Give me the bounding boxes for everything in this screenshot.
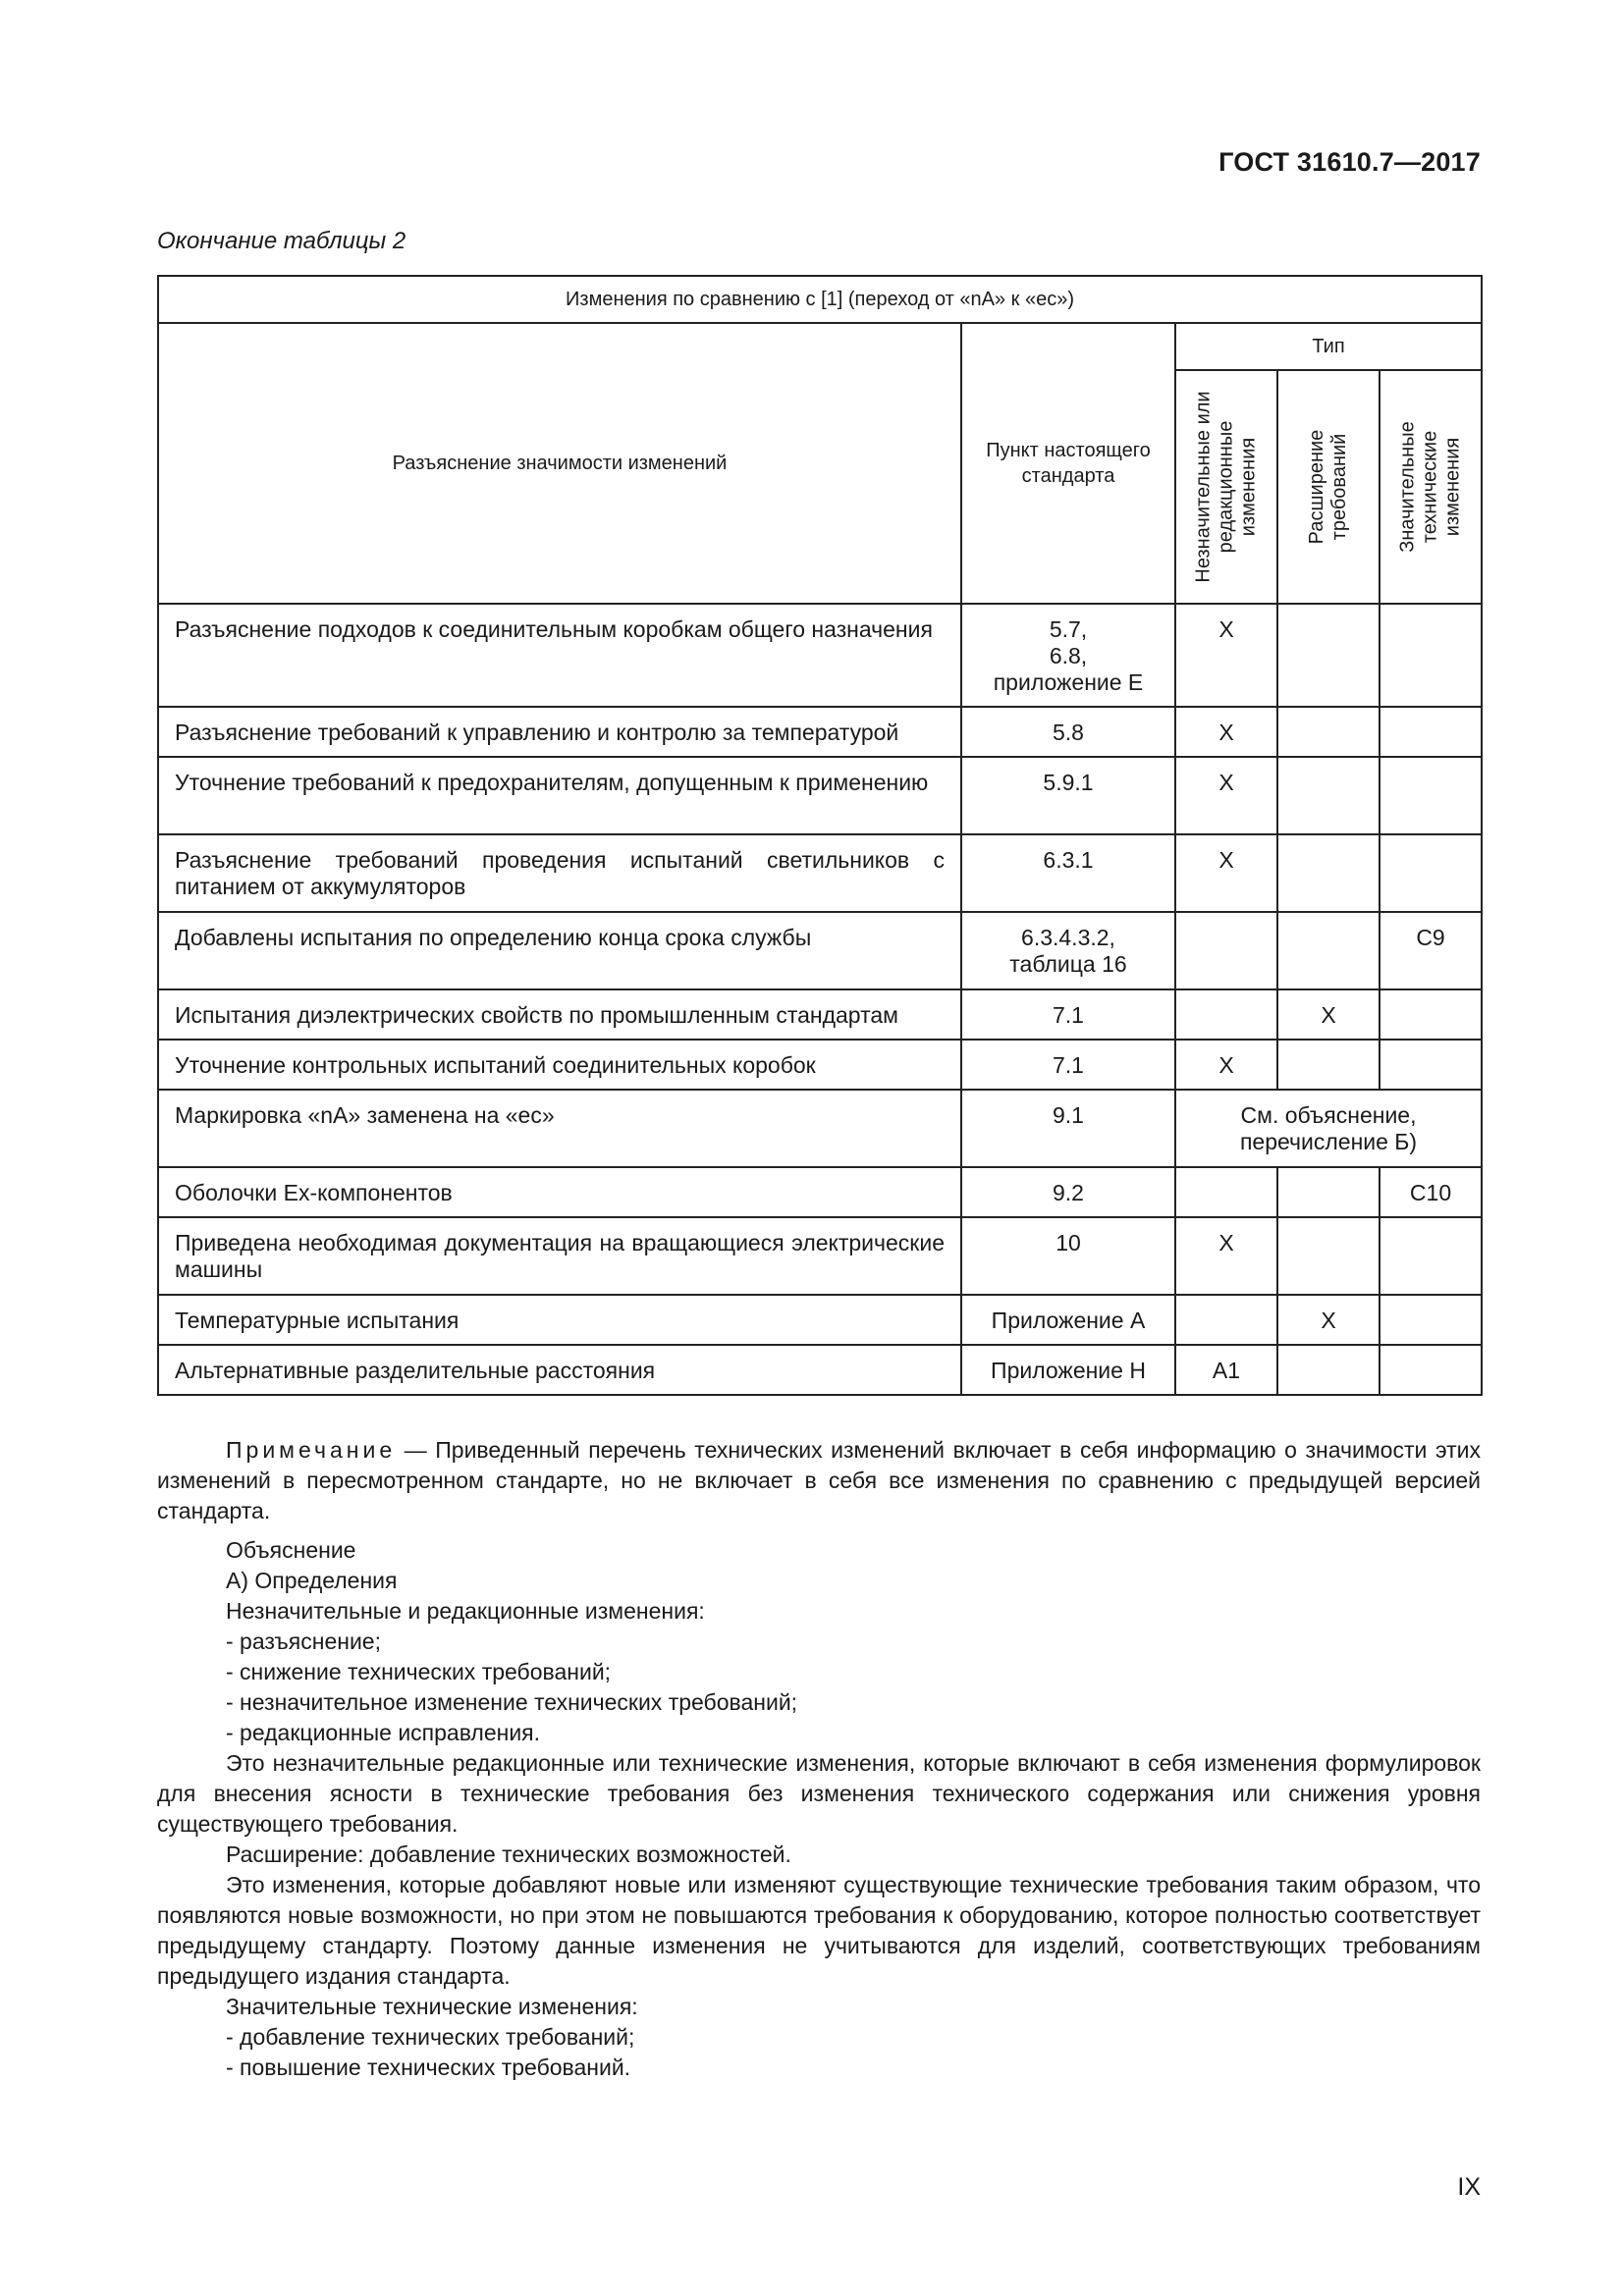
table-row (158, 1295, 1482, 1345)
explanation-line: Расширение: добавление технических возможностей. (226, 1842, 791, 1867)
minor-changes-header: Незначительные или редакционные изменения (1175, 370, 1277, 604)
table-header-row (158, 276, 1482, 323)
explanation-line: - незначительное изменение технических требований; (226, 1689, 798, 1715)
clause-cell: 5.8 (961, 707, 1175, 757)
minor-change-cell (1175, 1167, 1277, 1217)
explanation-block (157, 1535, 1481, 2083)
minor-change-cell (1175, 989, 1277, 1040)
major-change-cell (1380, 834, 1482, 912)
clause-column-header: Пункт настоящего стандарта (961, 323, 1175, 604)
extension-cell: X (1277, 1295, 1380, 1345)
explanation-line: - снижение технических требований; (226, 1659, 612, 1684)
explanation-line: Значительные технические изменения: (226, 1994, 638, 2019)
note-text: — Приведенный перечень технических изменений включает в себя информацию о значимости этих изменений в пересмотренном стандарте, но не включает в себя все изменения по сравнению с предыдущей версией стандарта. (157, 1437, 1481, 1523)
table-row (158, 707, 1482, 757)
major-change-cell (1380, 1040, 1482, 1090)
explanation-column-header: Разъяснение значимости изменений (158, 323, 961, 604)
major-change-cell: C9 (1380, 912, 1482, 989)
table-main-header: Изменения по сравнению с [1] (переход от «nA» к «ес») (158, 276, 1482, 323)
minor-change-cell: X (1175, 604, 1277, 707)
explanation-line: - разъяснение; (226, 1629, 381, 1654)
explanation-line: - добавление технических требований; (226, 2024, 635, 2050)
table-row (158, 834, 1482, 912)
clause-cell: 5.7, 6.8, приложение Е (961, 604, 1175, 707)
table-header-row (158, 323, 1482, 370)
extension-cell (1277, 1167, 1380, 1217)
table-row (158, 989, 1482, 1040)
major-change-cell (1380, 989, 1482, 1040)
major-change-cell: C10 (1380, 1167, 1482, 1217)
table-row (158, 1090, 1482, 1167)
extension-cell (1277, 707, 1380, 757)
explanation-line: Объяснение (226, 1537, 356, 1563)
extension-cell (1277, 1217, 1380, 1295)
note (157, 1435, 1481, 1526)
clause-cell: 7.1 (961, 989, 1175, 1040)
table-row (158, 1167, 1482, 1217)
extension-cell (1277, 604, 1380, 707)
table-row (158, 1217, 1482, 1295)
minor-change-cell (1175, 912, 1277, 989)
explanation-line: Незначительные и редакционные изменения: (226, 1598, 705, 1624)
document-code: ГОСТ 31610.7—2017 (1218, 147, 1481, 177)
minor-change-cell: X (1175, 1217, 1277, 1295)
minor-change-cell (1175, 1295, 1277, 1345)
clause-cell: 6.3.4.3.2, таблица 16 (961, 912, 1175, 989)
table-row (158, 757, 1482, 834)
extension-cell (1277, 912, 1380, 989)
minor-change-cell: X (1175, 757, 1277, 834)
explanation-cell: Приведена необходимая документация на вращающиеся электрические машины (158, 1217, 961, 1295)
changes-table (157, 275, 1483, 1396)
explanation-cell: Испытания диэлектрических свойств по промышленным стандартам (158, 989, 961, 1040)
explanation-line: Это незначительные редакционные или технические изменения, которые включают в себя изменения формулировок для внесения ясности в технические требования без изменения технического содержания или снижения уровня существующего требования. (157, 1750, 1481, 1837)
explanation-cell: Добавлены испытания по определению конца срока службы (158, 912, 961, 989)
extension-cell (1277, 1040, 1380, 1090)
table-continuation-caption: Окончание таблицы 2 (157, 228, 406, 254)
major-change-cell (1380, 707, 1482, 757)
table-row (158, 1040, 1482, 1090)
clause-cell: 9.1 (961, 1090, 1175, 1167)
explanation-cell: Уточнение контрольных испытаний соединительных коробок (158, 1040, 961, 1090)
explanation-cell: Альтернативные разделительные расстояния (158, 1345, 961, 1395)
extension-cell (1277, 757, 1380, 834)
clause-cell: 7.1 (961, 1040, 1175, 1090)
explanation-cell: Маркировка «nA» заменена на «ес» (158, 1090, 961, 1167)
note-label: Примечание (226, 1437, 397, 1463)
explanation-cell: Уточнение требований к предохранителям, допущенным к применению (158, 757, 961, 834)
clause-cell: Приложение А (961, 1295, 1175, 1345)
type-merged-cell: См. объяснение, перечисление Б) (1175, 1090, 1482, 1167)
extension-cell: X (1277, 989, 1380, 1040)
major-change-cell (1380, 1345, 1482, 1395)
clause-cell: 5.9.1 (961, 757, 1175, 834)
table-row (158, 1345, 1482, 1395)
extension-cell (1277, 834, 1380, 912)
explanation-cell: Разъяснение подходов к соединительным коробкам общего назначения (158, 604, 961, 707)
minor-change-cell: X (1175, 834, 1277, 912)
explanation-cell: Температурные испытания (158, 1295, 961, 1345)
explanation-line: А) Определения (226, 1568, 398, 1593)
explanation-line: Это изменения, которые добавляют новые или изменяют существующие технические требования таким образом, что появляются новые возможности, но при этом не повышаются требования к оборудованию, которое полностью соответствует предыдущему стандарту. Поэтому данные изменения не учитываются для изделий, соответствующих требованиям предыдущего издания стандарта. (157, 1872, 1481, 1989)
table-body (158, 604, 1482, 1395)
extension-cell (1277, 1345, 1380, 1395)
minor-change-cell: А1 (1175, 1345, 1277, 1395)
extension-header: Расширение требований (1277, 370, 1380, 604)
clause-cell: 6.3.1 (961, 834, 1175, 912)
major-change-cell (1380, 1295, 1482, 1345)
table-row (158, 912, 1482, 989)
type-column-header: Тип (1175, 323, 1482, 370)
major-change-cell (1380, 757, 1482, 834)
minor-change-cell: X (1175, 707, 1277, 757)
clause-cell: 10 (961, 1217, 1175, 1295)
major-change-cell (1380, 604, 1482, 707)
explanation-cell: Оболочки Ех-компонентов (158, 1167, 961, 1217)
table-row (158, 604, 1482, 707)
minor-change-cell: X (1175, 1040, 1277, 1090)
clause-cell: 9.2 (961, 1167, 1175, 1217)
explanation-line: - редакционные исправления. (226, 1720, 541, 1745)
explanation-cell: Разъяснение требований к управлению и контролю за температурой (158, 707, 961, 757)
explanation-cell: Разъяснение требований проведения испытаний светильников с питанием от аккумуляторов (158, 834, 961, 912)
explanation-line: - повышение технических требований. (226, 2055, 631, 2080)
major-change-cell (1380, 1217, 1482, 1295)
clause-cell: Приложение Н (961, 1345, 1175, 1395)
page-number: IX (1457, 2173, 1481, 2201)
major-changes-header: Значительные технические изменения (1380, 370, 1482, 604)
